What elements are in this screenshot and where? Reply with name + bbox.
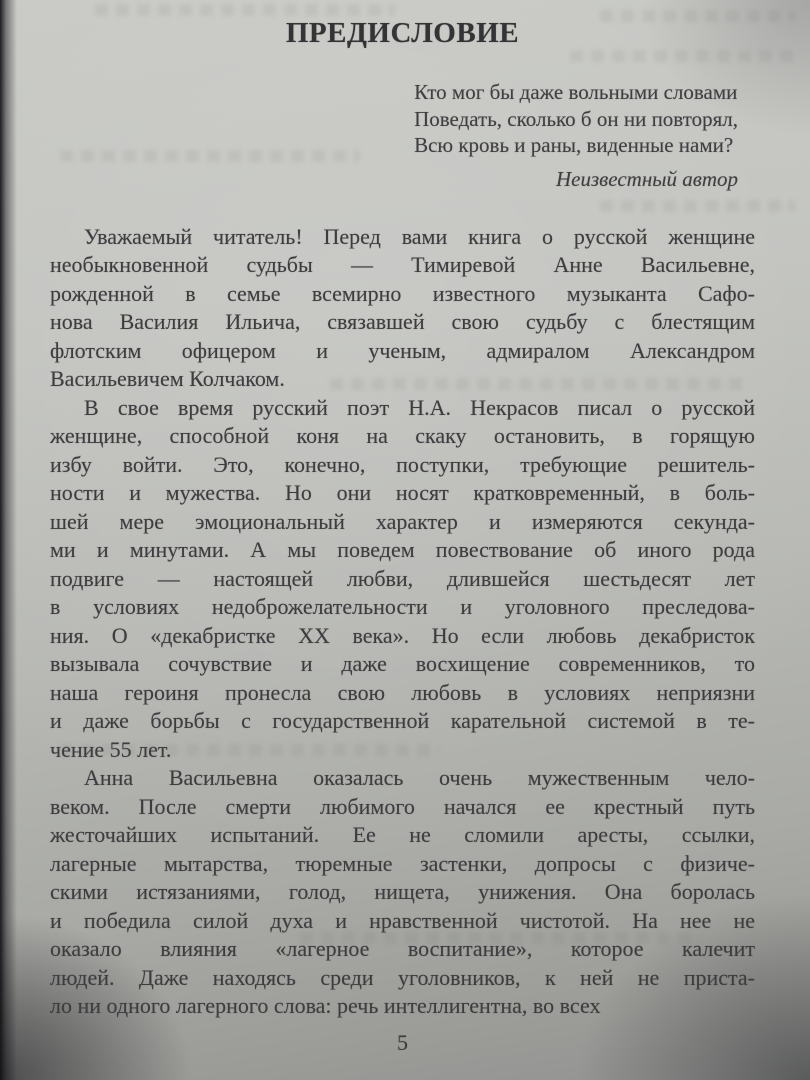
body-text [50, 223, 755, 1021]
text-line: чение 55 лет. [50, 736, 172, 762]
text-line: и даже борьбы с государственной карательной системой в те- [50, 708, 755, 733]
text-line: скими истязаниями, голод, нищета, унижения. Она боролась [50, 879, 755, 904]
text-line: подвиге — настоящей любви, длившейся шестьдесят лет [50, 565, 755, 591]
text-line: Васильевичем Колчаком. [50, 366, 285, 391]
text-line: жесточайших испытаний. Ее не сломили аресты, ссылки, [50, 822, 755, 847]
page-title: ПРЕДИСЛОВИЕ [285, 17, 520, 49]
text-line: В свое время русский поэт Н.А. Некрасов писал о русской [84, 394, 755, 420]
text-line: Уважаемый читатель! Перед вами книга о русской женщине [84, 223, 755, 249]
text-line: нова Василия Ильича, связавшей свою судьбу с блестящим [50, 309, 755, 334]
text-line: ния. О «декабристке XX века». Но если любовь декабристок [50, 622, 755, 648]
page-number: 5 [397, 1029, 408, 1055]
text-line: флотским офицером и ученым, адмиралом Александром [50, 337, 755, 363]
epigraph-attribution: Неизвестный автор [556, 166, 738, 191]
text-line: ности и мужества. Но они носят кратковременный, в боль- [50, 480, 755, 505]
epigraph-lines [414, 79, 738, 159]
text-line: в условиях недоброжелательности и уголовного преследова- [50, 594, 755, 619]
text-line: Всю кровь и раны, виденные нами? [414, 133, 734, 157]
text-line: Поведать, сколько б он ни повторял, [414, 106, 738, 131]
text-line: необыкновенной судьбы — Тимиревой Анне Васильевне, [50, 252, 755, 277]
epigraph [414, 79, 738, 193]
text-line: шей мере эмоциональный характер и измеряются секунда- [50, 508, 755, 534]
text-line: вызывала сочувствие и даже восхищение современников, то [50, 651, 755, 676]
text-line: рожденной в семье всемирно известного музыканта Сафо- [50, 280, 755, 306]
text-line: наша героиня пронесла свою любовь в условиях неприязни [50, 679, 755, 705]
text-line: женщине, способной коня на скаку остановить, в горящую [50, 423, 755, 448]
text-line: ми и минутами. А мы поведем повествование об иного рода [50, 537, 755, 562]
text-line: Анна Васильевна оказалась очень мужественным чело- [84, 765, 755, 790]
text-line: оказало влияния «лагерное воспитание», которое калечит [50, 936, 755, 961]
text-line: людей. Даже находясь среди уголовников, к ней не приста- [50, 964, 755, 990]
text-line: и победила силой духа и нравственной чистотой. На нее не [50, 907, 755, 933]
text-line: лагерные мытарства, тюремные застенки, допросы с физиче- [50, 850, 755, 876]
text-line: Кто мог бы даже вольными словами [414, 80, 738, 104]
text-line: ло ни одного лагерного слова: речь интеллигентна, во всех [50, 993, 601, 1018]
text-line: веком. После смерти любимого начался ее крестный путь [50, 793, 755, 819]
text-line: избу войти. Это, конечно, поступки, требующие решитель- [50, 451, 755, 477]
